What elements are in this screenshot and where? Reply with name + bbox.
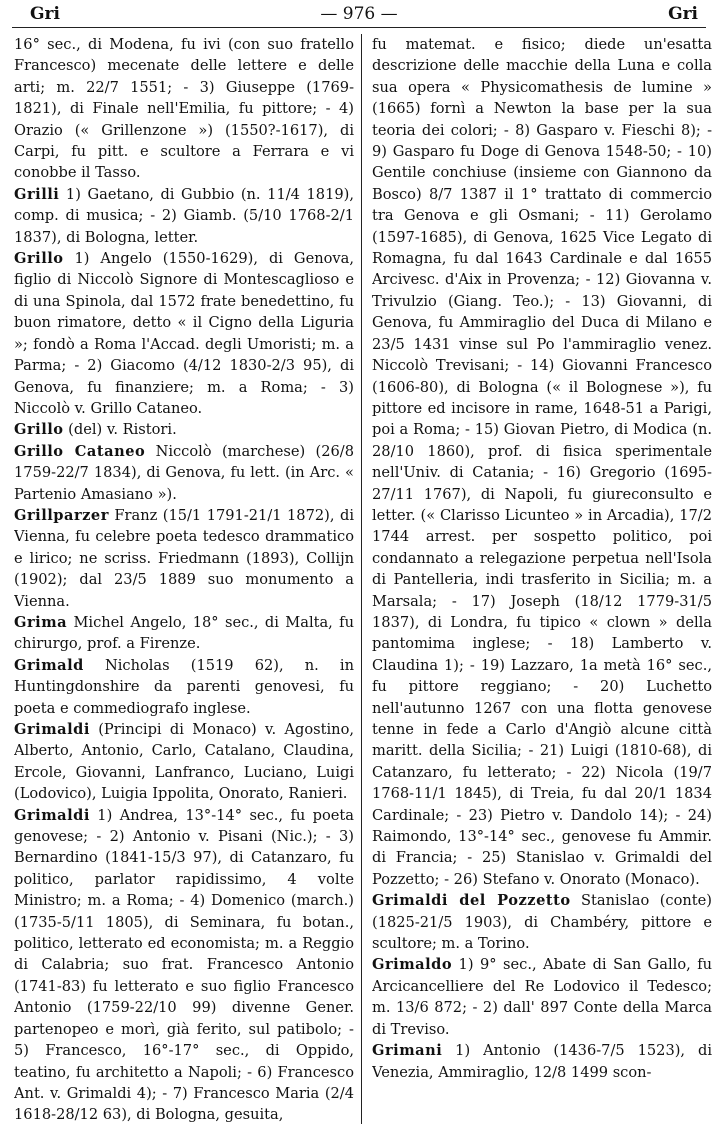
entry-text: 1) Angelo (1550-1629), di Genova, figlio di Niccolò Signore di Montescaglioso e di una Spinola, dal 1572 frate benedettino, fu buon rimatore, detto « il Cigno della Liguria »; fondò a Roma l'Accad. degli Umoristi; m. a Parma; - 2) Giacomo (4/12 1830-2/3 95), di Genova, fu finanziere; m. a Roma; - 3) Niccolò v. Grillo Cataneo. <box>14 250 354 417</box>
entry-text: Niccolò (marchese) (26/8 1759-22/7 1834), di Genova, fu lett. (in Arc. « Partenio Amasiano »). <box>14 442 354 503</box>
entry-text: fu matemat. e fisico; diede un'esatta descrizione delle macchie della Luna e colla sua opera « Physicomathesis de lumine » (1665) fornì a Newton la base per la sua teoria dei colori; - 8) Gasparo v. Fieschi 8); - 9) Gasparo fu Doge di Genova 1548-50; - 10) Gentile conchiuse (insieme con Giannono da Bosco) 8/7 1387 il 1° trattato di commercio tra Genova e gli Osmani; - 11) Gerolamo (1597-1685), di Genova, 1625 Vice Legato di Romagna, fu dal 1643 Cardinale e dal 1655 Arcivesc. d'Aix in Provenza; - 12) Giovanna v. Trivulzio (Giang. Teo.); - 13) Giovanni, di Genova, fu Ammiraglio del Duca di Milano e 23/5 1431 vinse sul Po l'ammiraglio venez. Niccolò Trevisani; - 14) Giovanni Francesco (1606-80), di Bologna (« il Bolognese »), fu pittore ed incisore in rame, 1648-51 a Parigi, poi a Roma; - 15) Giovan Pietro, di Modica (n. 28/10 1860), prof. di fisica sperimentale nell'Univ. di Catania; - 16) Gregorio (1695-27/11 1767), di Napoli, fu giureconsulto e letter. (« Clarisso Licunteo » in Arcadia), 17/2 1744 arrest. per sospetto politico, poi condannato a relegazione perpetua nell'Isola di Pantelleria, indi trasferito in Sicilia; m. a Marsala; - 17) Joseph (18/12 1779-31/5 1837), di Londra, fu tipico « clown » della pantomima inglese; - 18) Lamberto v. Claudina 1); - 19) Lazzaro, 1a metà 16° sec., fu pittore reggiano; - 20) Luchetto nell'autunno 1267 con una flotta genovese tenne in fede a Carlo d'Angiò alcune città maritt. della Sicilia; - 21) Luigi (1810-68), di Catanzaro, fu letterato; - 22) Nicola (19/7 1768-11/1 1845), di Treia, fu dal 20/1 1834 Cardinale; - 23) Pietro v. Dandolo 14); - 24) Raimondo, 13°-14° sec., genovese fu Ammir. di Francia; - 25) Stanislao v. Grimaldi del Pozzetto; - 26) Stefano v. Onorato (Monaco). <box>372 36 712 888</box>
right-column <box>372 34 712 1126</box>
entry-text: Michel Angelo, 18° sec., di Malta, fu chirurgo, prof. a Firenze. <box>14 613 354 653</box>
entry-headword: Grimaldi <box>14 721 90 738</box>
header-rule <box>12 27 706 28</box>
entry-text: 16° sec., di Modena, fu ivi (con suo fratello Francesco) mecenate delle lettere e delle arti; m. 22/7 1551; - 3) Giuseppe (1769-1821), di Finale nell'Emilia, fu pittore; - 4) Orazio (« Grillenzone ») (1550?-1617), di Carpi, fu pitt. e scultore a Ferrara e vi conobbe il Tasso. <box>14 36 354 182</box>
entry-headword: Grimaldi <box>14 806 90 824</box>
entry-headword: Grimaldo <box>372 956 453 974</box>
dictionary-entry <box>14 248 354 419</box>
dictionary-entry <box>372 34 712 890</box>
header-left-word: Gri <box>30 4 60 24</box>
page-number: — 976 — <box>320 4 398 24</box>
dictionary-entry <box>14 34 354 184</box>
dictionary-entry <box>14 655 354 719</box>
entry-text: 1) 9° sec., Abate di San Gallo, fu Arcicancelliere del Re Lodovico il Tedesco; m. 13/6 872; - 2) dall' 897 Conte della Marca di Treviso. <box>372 956 712 1038</box>
entry-text: Stanislao (conte) (1825-21/5 1903), di Chambéry, pittore e scultore; m. a Torino. <box>372 892 712 953</box>
dictionary-entry <box>14 419 354 440</box>
dictionary-entry <box>372 890 712 954</box>
entry-headword: Grimald <box>14 656 84 674</box>
entry-headword: Grillo Cataneo <box>14 442 146 460</box>
entry-text: 1) Andrea, 13°-14° sec., fu poeta genovese; - 2) Antonio v. Pisani (Nic.); - 3) Bernardino (1841-15/3 97), di Catanzaro, fu politico, parlator rapidissimo, 4 volte Ministro; m. a Roma; - 4) Domenico (march.) (1735-5/11 1805), di Seminara, fu botan., politico, letterato ed economista; m. a Reggio di Calabria; suo frat. Francesco Antonio (1741-83) fu letterato e suo figlio Francesco Antonio (1759-22/10 99) divenne Gener. partenopeo e morì, già ferito, sul patibolo; - 5) Francesco, 16°-17° sec., di Oppido, teatino, fu architetto a Napoli; - 6) Francesco Ant. v. Grimaldi 4); - 7) Francesco Maria (2/4 1618-28/12 63), di Bologna, gesuita, <box>14 806 354 1124</box>
entry-headword: Grima <box>14 613 68 631</box>
dictionary-entry <box>372 1040 712 1083</box>
running-header <box>10 4 708 26</box>
entry-text: (del) v. Ristori. <box>63 421 177 439</box>
entry-text: (Principi di Monaco) v. Agostino, Alberto, Antonio, Carlo, Catalano, Claudina, Ercole, Giovanni, Lanfranco, Luciano, Luigi (Lodovico), Luigia Ippolita, Onorato, Ranieri. <box>14 721 354 803</box>
dictionary-entry <box>14 612 354 655</box>
entry-text: Nicholas (1519 62), n. in Huntingdonshire da parenti genovesi, fu poeta e commediografo inglese. <box>14 656 354 717</box>
dictionary-entry <box>14 505 354 612</box>
entry-headword: Grimani <box>372 1042 443 1060</box>
entry-headword: Grillparzer <box>14 506 109 524</box>
left-column <box>14 34 354 1126</box>
entry-headword: Grilli <box>14 185 60 203</box>
header-right-word: Gri <box>668 4 698 24</box>
dictionary-entry <box>14 805 354 1126</box>
dictionary-entry <box>14 441 354 505</box>
dictionary-entry <box>14 719 354 805</box>
entry-text: Franz (15/1 1791-21/1 1872), di Vienna, fu celebre poeta tedesco drammatico e lirico; ne scriss. Friedmann (1893), Collijn (1902); dal 23/5 1889 suo monumento a Vienna. <box>14 506 354 610</box>
entry-headword: Grillo <box>14 421 64 439</box>
entry-headword: Grimaldi del Pozzetto <box>372 892 571 910</box>
entry-text: 1) Gaetano, di Gubbio (n. 11/4 1819), comp. di musica; - 2) Giamb. (5/10 1768-2/1 1837), di Bologna, letter. <box>14 185 354 246</box>
dictionary-entry <box>372 954 712 1040</box>
entry-text: 1) Antonio (1436-7/5 1523), di Venezia, Ammiraglio, 12/8 1499 scon- <box>372 1042 712 1081</box>
column-divider <box>361 34 362 1124</box>
entry-headword: Grillo <box>14 250 64 268</box>
dictionary-entry <box>14 184 354 248</box>
